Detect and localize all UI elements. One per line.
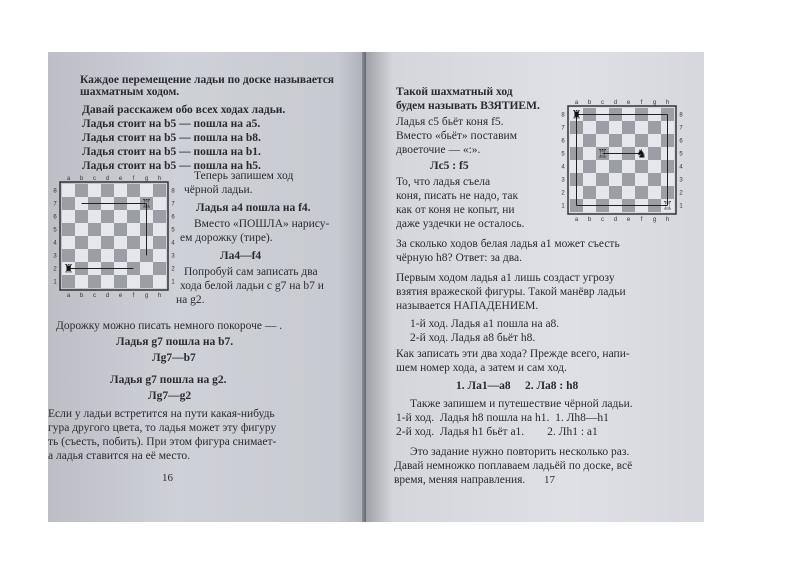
board-square bbox=[609, 121, 622, 134]
board-square bbox=[140, 275, 153, 288]
try-line-2: хода белой ладьи с g7 на b7 и bbox=[180, 280, 324, 292]
board-square bbox=[583, 173, 596, 186]
board-square bbox=[88, 184, 101, 197]
file-label: f bbox=[640, 100, 643, 106]
board-square bbox=[648, 134, 661, 147]
board-square bbox=[114, 223, 127, 236]
file-label: h bbox=[157, 293, 162, 299]
board-square bbox=[75, 223, 88, 236]
rank-label: 5 bbox=[53, 227, 57, 234]
rook-takes-line: Ладья c5 бьёт коня f5. bbox=[396, 116, 504, 128]
rank-label: 8 bbox=[561, 112, 565, 119]
rook-piece: ♖ bbox=[597, 146, 608, 161]
board-square bbox=[648, 160, 661, 173]
board-square bbox=[127, 184, 140, 197]
board-square bbox=[101, 184, 114, 197]
board-square bbox=[648, 186, 661, 199]
board-square bbox=[596, 173, 609, 186]
rank-label: 2 bbox=[53, 266, 57, 273]
rook-piece: ♖ bbox=[662, 198, 673, 213]
that-line-3: как от коня не копыт, ни bbox=[396, 204, 515, 216]
capture-title-2: будем называть ВЗЯТИЕМ. bbox=[396, 100, 540, 112]
board-square bbox=[153, 275, 166, 288]
rank-label: 5 bbox=[561, 151, 565, 158]
first-move-3: называется НАПАДЕНИЕМ. bbox=[396, 300, 539, 312]
board-square bbox=[62, 184, 75, 197]
try-line-3: на g2. bbox=[176, 294, 205, 306]
file-label: e bbox=[626, 100, 631, 106]
file-label: a bbox=[66, 293, 71, 299]
board-square bbox=[140, 262, 153, 275]
rank-label: 4 bbox=[171, 240, 175, 247]
rank-label: 4 bbox=[561, 164, 565, 171]
board-square bbox=[114, 249, 127, 262]
rank-label: 2 bbox=[561, 190, 565, 197]
rank-label: 7 bbox=[53, 201, 57, 208]
board-square bbox=[101, 249, 114, 262]
file-label: f bbox=[132, 293, 135, 299]
file-label: g bbox=[144, 176, 149, 182]
board-square bbox=[88, 210, 101, 223]
board-square bbox=[583, 186, 596, 199]
board-square bbox=[62, 249, 75, 262]
board-square bbox=[101, 236, 114, 249]
move-g7b7: Ладья g7 пошла на b7. bbox=[116, 336, 234, 348]
capture-line-1: Если у ладьи встретится на пути какая-нибудь bbox=[48, 408, 275, 420]
board-square bbox=[127, 249, 140, 262]
that-line-4: даже уздечки не осталось. bbox=[396, 218, 525, 230]
file-label: d bbox=[105, 293, 110, 299]
tell-line: Давай расскажем обо всех ходах ладьи. bbox=[82, 104, 286, 116]
board-square bbox=[101, 223, 114, 236]
move-a4-line: Ладья a4 пошла на f4. bbox=[196, 202, 311, 214]
file-label: f bbox=[640, 217, 643, 223]
chessboard-left bbox=[50, 172, 174, 302]
rank-label: 4 bbox=[53, 240, 57, 247]
that-line-1: То, что ладья съела bbox=[396, 176, 491, 188]
rank-label: 3 bbox=[53, 253, 57, 260]
rank-label: 6 bbox=[53, 214, 57, 221]
board-square bbox=[153, 197, 166, 210]
board-square bbox=[596, 160, 609, 173]
now-line-2: чёрной ладьи. bbox=[184, 184, 253, 196]
page-number-right: 17 bbox=[544, 474, 555, 486]
rank-label: 7 bbox=[171, 201, 175, 208]
board-square bbox=[127, 223, 140, 236]
board-square bbox=[583, 121, 596, 134]
board-square bbox=[88, 223, 101, 236]
board-square bbox=[635, 173, 648, 186]
file-label: g bbox=[652, 217, 657, 223]
rank-label: 1 bbox=[53, 279, 57, 286]
board-square bbox=[583, 160, 596, 173]
file-label: b bbox=[587, 217, 592, 223]
board-square bbox=[153, 262, 166, 275]
now-line-1: Теперь запишем ход bbox=[194, 170, 294, 182]
rank-label: 2 bbox=[171, 266, 175, 273]
file-label: b bbox=[79, 293, 84, 299]
file-label: g bbox=[652, 100, 657, 106]
board-square bbox=[609, 134, 622, 147]
board-square bbox=[609, 173, 622, 186]
rank-label: 6 bbox=[679, 138, 683, 145]
file-label: b bbox=[79, 176, 84, 182]
file-label: d bbox=[105, 176, 110, 182]
board-square bbox=[153, 236, 166, 249]
board-square bbox=[635, 160, 648, 173]
notation-a4f4: Ла4—f4 bbox=[220, 250, 262, 262]
notation-g7g2: Лg7—g2 bbox=[148, 390, 192, 402]
right-page bbox=[366, 52, 704, 522]
board-square bbox=[75, 275, 88, 288]
file-label: a bbox=[574, 100, 579, 106]
rook-piece: ♜ bbox=[571, 107, 582, 122]
board-square bbox=[62, 236, 75, 249]
file-label: d bbox=[613, 100, 618, 106]
how-many-2: чёрную h8? Ответ: за два. bbox=[396, 252, 523, 264]
board-square bbox=[622, 160, 635, 173]
board-square bbox=[101, 275, 114, 288]
white-move-2: 2-й ход. Ладья а8 бьёт h8. bbox=[410, 332, 536, 344]
board-square bbox=[583, 134, 596, 147]
capture-line-4: а ладья ставится на её место. bbox=[48, 450, 190, 462]
move-line-1: Ладья стоит на b5 — пошла на a5. bbox=[82, 118, 261, 130]
page-number-left: 16 bbox=[162, 472, 173, 484]
board-square bbox=[88, 249, 101, 262]
board-square bbox=[75, 249, 88, 262]
board-square bbox=[609, 160, 622, 173]
file-label: h bbox=[665, 100, 670, 106]
board-square bbox=[75, 210, 88, 223]
task-line-1: Это задание нужно повторить несколько раз. bbox=[410, 446, 630, 458]
file-label: c bbox=[601, 100, 604, 106]
file-label: e bbox=[118, 293, 123, 299]
intro-line-2: шахматным ходом. bbox=[80, 86, 180, 98]
rank-label: 2 bbox=[679, 190, 683, 197]
notation-c5f5: Лс5 : f5 bbox=[430, 160, 469, 172]
board-square bbox=[622, 134, 635, 147]
notation-g7b7: Лg7—b7 bbox=[152, 352, 196, 364]
book-photo bbox=[48, 52, 704, 522]
rank-label: 5 bbox=[679, 151, 683, 158]
board-square bbox=[88, 275, 101, 288]
rank-label: 6 bbox=[561, 138, 565, 145]
file-label: e bbox=[626, 217, 631, 223]
rank-label: 7 bbox=[679, 125, 683, 132]
board-square bbox=[596, 186, 609, 199]
rank-label: 4 bbox=[679, 164, 683, 171]
board-square bbox=[622, 173, 635, 186]
rank-label: 3 bbox=[171, 253, 175, 260]
rank-label: 8 bbox=[679, 112, 683, 119]
board-square bbox=[62, 223, 75, 236]
board-square bbox=[596, 134, 609, 147]
board-square bbox=[583, 147, 596, 160]
board-square bbox=[648, 147, 661, 160]
rank-label: 7 bbox=[561, 125, 565, 132]
board-square bbox=[622, 186, 635, 199]
board-square bbox=[114, 184, 127, 197]
board-square bbox=[101, 210, 114, 223]
how-many-1: За сколько ходов белая ладья a1 может съесть bbox=[396, 238, 620, 250]
notation-two-moves: 1. Ла1—а8 2. Ла8 : h8 bbox=[456, 380, 579, 392]
board-square bbox=[62, 210, 75, 223]
file-label: c bbox=[601, 217, 604, 223]
move-line-4: Ладья стоит на b5 — пошла на h5. bbox=[82, 160, 261, 172]
board-square bbox=[153, 184, 166, 197]
rank-label: 3 bbox=[679, 177, 683, 184]
board-square bbox=[75, 236, 88, 249]
shorter-line: Дорожку можно писать немного покороче — . bbox=[56, 320, 283, 332]
white-move-1: 1-й ход. Ладья а1 пошла на а8. bbox=[410, 318, 560, 330]
instead-beats-1: Вместо «бьёт» поставим bbox=[396, 130, 517, 142]
file-label: f bbox=[132, 176, 135, 182]
board-square bbox=[153, 210, 166, 223]
move-line-3: Ладья стоит на b5 — пошла на b1. bbox=[82, 146, 261, 158]
board-square bbox=[622, 121, 635, 134]
board-square bbox=[62, 197, 75, 210]
board-square bbox=[127, 275, 140, 288]
capture-line-3: ть (съесть, побить). При этом фигура снимает- bbox=[48, 436, 277, 448]
instead-beats-2: двоеточие — «:». bbox=[396, 144, 481, 156]
first-move-2: взятия вражеской фигуры. Такой манёвр ладьи bbox=[396, 286, 626, 298]
rank-label: 8 bbox=[171, 188, 175, 195]
board-square bbox=[114, 210, 127, 223]
board-square bbox=[153, 249, 166, 262]
how-write-1: Как записать эти два хода? Прежде всего, напи- bbox=[396, 348, 630, 360]
capture-line-2: гура другого цвета, то ладья может эту фигуру bbox=[48, 422, 277, 434]
rank-label: 3 bbox=[561, 177, 565, 184]
board-square bbox=[62, 275, 75, 288]
try-line-1: Попробуй сам записать два bbox=[184, 266, 318, 278]
task-line-2: Давай немножко поплаваем ладьёй по доске, всё bbox=[394, 460, 633, 472]
rook-piece: ♜ bbox=[63, 261, 74, 276]
file-label: g bbox=[144, 293, 149, 299]
board-square bbox=[88, 236, 101, 249]
board-square bbox=[648, 121, 661, 134]
file-label: h bbox=[157, 176, 162, 182]
board-square bbox=[635, 186, 648, 199]
instead-line-2: ем дорожку (тире). bbox=[180, 232, 273, 244]
black-move-1: 1-й ход. Ладья h8 пошла на h1. 1. Лh8—h1 bbox=[396, 412, 609, 424]
file-label: h bbox=[665, 217, 670, 223]
also-line: Также запишем и путешествие чёрной ладьи. bbox=[410, 398, 633, 410]
file-label: b bbox=[587, 100, 592, 106]
board-square bbox=[75, 184, 88, 197]
left-page bbox=[48, 52, 370, 522]
rank-label: 1 bbox=[561, 203, 565, 210]
that-line-2: коня, писать не надо, так bbox=[396, 190, 519, 202]
move-g7g2: Ладья g7 пошла на g2. bbox=[110, 374, 227, 386]
board-square bbox=[127, 236, 140, 249]
board-square bbox=[609, 186, 622, 199]
chessboard-right bbox=[556, 96, 684, 226]
file-label: c bbox=[93, 293, 96, 299]
rank-label: 6 bbox=[171, 214, 175, 221]
rank-label: 1 bbox=[679, 203, 683, 210]
board-square bbox=[596, 121, 609, 134]
board-square bbox=[635, 121, 648, 134]
file-label: c bbox=[93, 176, 96, 182]
how-write-2: шем номер хода, а затем и сам ход. bbox=[396, 362, 567, 374]
knight-piece: ♞ bbox=[636, 146, 647, 161]
move-line-2: Ладья стоит на b5 — пошла на b8. bbox=[82, 132, 261, 144]
file-label: a bbox=[574, 217, 579, 223]
board-square bbox=[635, 134, 648, 147]
rook-piece: ♖ bbox=[141, 196, 152, 211]
intro-line-1: Каждое перемещение ладьи по доске называется bbox=[80, 74, 335, 86]
file-label: d bbox=[613, 217, 618, 223]
file-label: e bbox=[118, 176, 123, 182]
task-line-3: время, меняя направления. bbox=[394, 474, 526, 486]
board-square bbox=[114, 236, 127, 249]
capture-title-1: Такой шахматный ход bbox=[396, 86, 513, 98]
board-square bbox=[153, 223, 166, 236]
rank-label: 1 bbox=[171, 279, 175, 286]
board-square bbox=[127, 210, 140, 223]
instead-line-1: Вместо «ПОШЛА» нарису- bbox=[194, 218, 330, 230]
board-square bbox=[114, 275, 127, 288]
rank-label: 5 bbox=[171, 227, 175, 234]
file-label: a bbox=[66, 176, 71, 182]
board-square bbox=[648, 173, 661, 186]
black-move-2: 2-й ход. Ладья h1 бьёт а1. 2. Лh1 : а1 bbox=[396, 426, 598, 438]
board-square bbox=[140, 184, 153, 197]
first-move-1: Первым ходом ладья a1 лишь создаст угрозу bbox=[396, 272, 615, 284]
rank-label: 8 bbox=[53, 188, 57, 195]
